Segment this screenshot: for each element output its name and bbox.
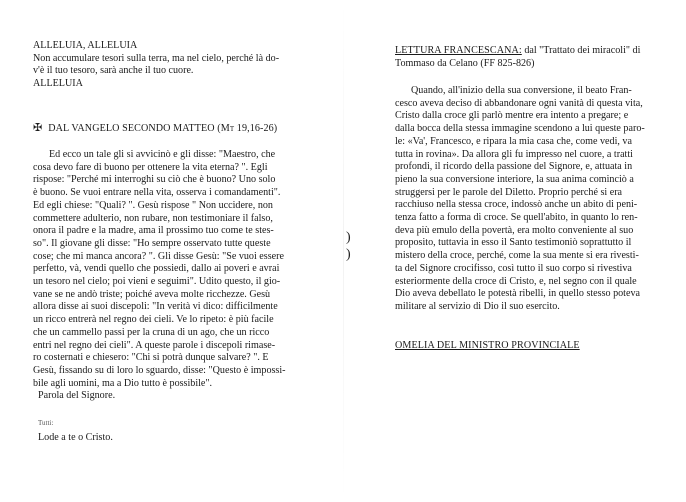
gospel-line: è buono. Se vuoi entrare nella vita, osserva i comandamenti".: [33, 187, 281, 199]
reading-line: esteriormente della croce di Cristo, e, nel segno con il quale: [395, 275, 637, 287]
reading-line: militare al servizio di Dio il suo esercito.: [395, 300, 560, 312]
gospel-line: cose; che mi manca ancora? ". Gli disse Gesù: "Se vuoi essere: [33, 250, 284, 262]
gospel-line: cosa devo fare di buono per ottenere la vita eterna? ". Egli: [33, 161, 268, 173]
gospel-line: perfetto, và, vendi quello che possiedi, dallo ai poveri e avrai: [33, 263, 280, 275]
gospel-line: entri nel regno dei cieli". A queste parole i discepoli rimase-: [33, 339, 276, 351]
gospel-line: onora il padre e la madre, ama il prossimo tuo come te stes-: [33, 225, 274, 237]
reading-line: racchiuso nella stessa croce, indossò anche un abito di peni-: [395, 199, 638, 211]
alleluia-line-1: ALLELUIA, ALLELUIA: [33, 40, 138, 51]
gospel-heading-text: DAL VANGELO SECONDO MATTEO (Mt 19,16-26): [48, 123, 278, 134]
gospel-line: commettere adulterio, non rubare, non testimoniare il falso,: [33, 212, 273, 224]
fold-mark-top: ): [346, 230, 351, 245]
homily-title: OMELIA DEL MINISTRO PROVINCIALE: [395, 340, 580, 351]
gospel-line: bile agli uomini, ma a Dio tutto è possibile".: [33, 377, 213, 389]
alleluia-block: [33, 40, 301, 90]
gospel-line: un ricco entrerà nel regno dei cieli. Ve lo ripeto: è più facile: [33, 314, 274, 326]
alleluia-line-4: ALLELUIA: [33, 77, 83, 89]
reading-line: Quando, all'inizio della sua conversione, il beato Fran-: [411, 85, 632, 96]
closing-text: Parola del Signore.: [38, 390, 116, 401]
reading-line: dalla bocca della stessa immagine scendono a lui queste paro-: [395, 123, 645, 135]
gospel-text: [33, 149, 301, 390]
reading-line: cesco aveva deciso di abbandonare ogni vanità di questa vita,: [395, 97, 643, 109]
alleluia-line-2: Non accumulare tesori sulla terra, ma nel cielo, perché là do-: [33, 52, 280, 64]
homily-heading: [395, 340, 665, 353]
gospel-line: rispose: "Perché mi interroghi su ciò che è buono? Uno solo: [33, 174, 276, 186]
reading-line: tenza fatto a forma di croce. Se quell'abito, in quanto lo ren-: [395, 212, 638, 224]
reading-author: Tommaso da Celano (FF 825-826): [395, 57, 535, 69]
reading-line: pieno la sua conversione interiore, la sua anima cominciò a: [395, 173, 634, 185]
reading-line: tutta in rovina». Da allora gli fu impresso nel cuore, a tratti: [395, 148, 633, 160]
reading-line: Dio aveva debellato le potestà ribelli, in quello stesso poteva: [395, 288, 640, 300]
response-text: Lode a te o Cristo.: [38, 432, 113, 443]
reading-text: [395, 85, 665, 314]
gospel-line: Ed ecco un tale gli si avvicinò e gli disse: "Maestro, che: [49, 149, 276, 160]
alleluia-line-3: v'è il tuo tesoro, sarà anche il tuo cuore.: [33, 65, 194, 77]
reading-line: mistero della croce, perché, come la sua mente si era rivesti-: [395, 250, 639, 262]
gospel-line: Gesù, fissando su di loro lo sguardo, disse: "Questo è impossi-: [33, 364, 286, 376]
reading-line: profondi, il ricordo della passione del Signore, e, attuata in: [395, 161, 633, 173]
right-page: [343, 0, 686, 502]
reading-line: Cristo dalla croce gli parlò mentre era intento a pregare; e: [395, 110, 629, 122]
gospel-line: allora disse ai suoi discepoli: "In verità vi dico: difficilmente: [33, 301, 278, 313]
gospel-line: Ed egli chiese: "Quali? ". Gesù rispose " Non uccidere, non: [33, 199, 273, 211]
gospel-line: so". Il giovane gli disse: "Ho sempre osservato tutte queste: [33, 237, 271, 249]
gospel-line: vane se ne andò triste; poiché aveva molte ricchezze. Gesù: [33, 288, 271, 300]
gospel-heading: [33, 122, 301, 136]
reading-line: struggersi per le parole del Diletto. Proprio perché si era: [395, 186, 623, 198]
reading-label: LETTURA FRANCESCANA:: [395, 45, 522, 56]
reading-heading: [395, 45, 665, 70]
reading-line: deva più emulo della povertà, era molto conveniente al suo: [395, 224, 634, 236]
reading-line: proposito, tuttavia in esso il Santo testimoniò soprattutto il: [395, 237, 632, 249]
all-label: Tutti:: [38, 419, 54, 427]
gospel-line: che un cammello passi per la cruna di un ago, che un ricco: [33, 326, 270, 338]
gospel-line: un tesoro nel cielo; poi vieni e seguimi". Udito questo, il gio-: [33, 276, 281, 288]
reading-line: le: «Va', Francesco, e ripara la mia casa che, come vedi, va: [395, 135, 632, 147]
reading-line: ta del Signore crocifisso, così tutto il suo corpo si rivestiva: [395, 262, 632, 274]
fold-mark-bottom: ): [346, 247, 351, 262]
gospel-line: ro costernati e chiesero: "Chi si potrà dunque salvare? ". E: [33, 352, 269, 364]
cross-icon: ✠: [33, 122, 43, 134]
reading-title: dal "Trattato dei miracoli" di: [521, 45, 641, 56]
